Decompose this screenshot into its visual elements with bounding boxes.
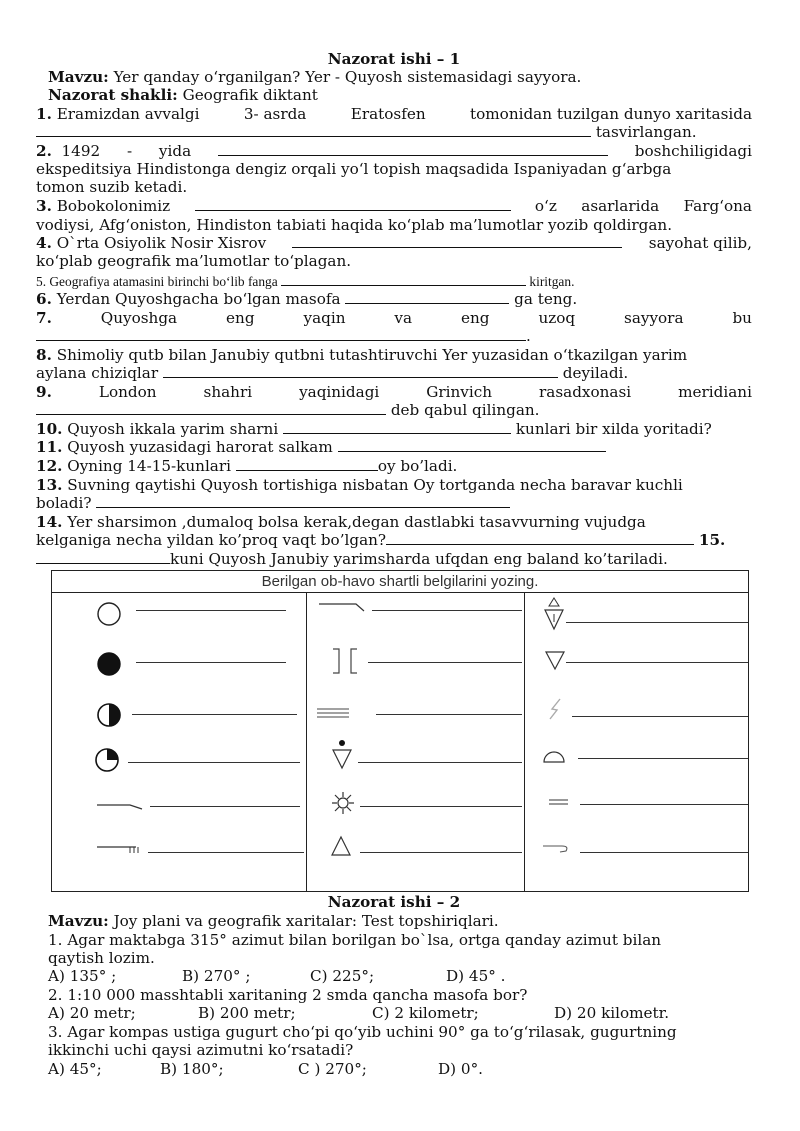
column-divider (524, 593, 525, 891)
fog-lines-icon (316, 707, 352, 719)
answer-field[interactable] (580, 837, 748, 867)
q12-line: 12. Oyning 14-15-kunlari oy bo’ladi. (36, 457, 458, 475)
option-a[interactable]: A) 45°; (48, 1060, 102, 1078)
option-b[interactable]: B) 200 metr; (198, 1004, 296, 1022)
q8-line1: 8. Shimoliy qutb bilan Janubiy qutbni tutashtiruvchi Yer yuzasidan o‘tkazilgan yarim (36, 346, 688, 364)
answer-field[interactable] (360, 837, 522, 867)
test1-title: Nazorat ishi – 1 (327, 50, 461, 68)
answer-field[interactable] (136, 647, 286, 677)
answer-blank[interactable] (163, 364, 558, 378)
form-label: Nazorat shakli: (48, 86, 178, 104)
q8-line2: aylana chiziqlar deyiladi. (36, 364, 629, 382)
answer-blank[interactable] (36, 401, 386, 415)
answer-blank[interactable] (236, 457, 378, 471)
answer-blank[interactable] (218, 142, 608, 156)
topic-label: Mavzu: (48, 68, 109, 86)
test2-topic: Mavzu: Joy plani va geografik xaritalar: Test topshiriqlari. (48, 912, 499, 930)
hail-triangle-icon (330, 835, 352, 857)
q4-line2: ko‘plab geografik ma’lumotlar to‘plagan. (36, 252, 352, 270)
light-wind-flag-icon (96, 797, 146, 813)
answer-field[interactable] (566, 607, 748, 637)
option-d[interactable]: D) 20 kilometr. (554, 1004, 670, 1022)
t2-q1-line2: qaytish lozim. (48, 949, 155, 967)
answer-blank[interactable] (195, 197, 511, 211)
drizzle-hook-icon (542, 841, 572, 855)
wind-direction-flag-icon (318, 601, 366, 617)
q9-line1: 9. London shahri yaqinidagi Grinvich rasadxonasi meridiani (36, 383, 752, 401)
q7-line1: 7. Quyoshga eng yaqin va eng uzoq sayyora bu (36, 309, 752, 327)
form-text: Geografik diktant (182, 86, 318, 104)
thunderstorm-zigzag-icon (546, 697, 564, 721)
t2-q3-line2: ikkinchi uchi qaysi azimutni ko‘rsatadi? (48, 1041, 354, 1059)
answer-field[interactable] (372, 595, 522, 625)
mist-double-line-icon (548, 797, 570, 807)
answer-blank[interactable] (283, 420, 511, 434)
q7-line2: . (36, 327, 752, 345)
q11-line: 11. Quyosh yuzasidagi harorat salkam (36, 438, 752, 456)
clear-sky-circle-icon (96, 601, 122, 627)
q1-line1: 1. Eramizdan avvalgi 3- asrda Eratosfen tomonidan tuzilgan dunyo xaritasida (36, 105, 752, 123)
table-header: Berilgan ob-havo shartli belgilarini yozing. (52, 571, 748, 593)
strong-wind-flag-icon (96, 841, 146, 859)
half-cloudy-circle-icon (96, 702, 122, 728)
q13-line2: boladi? (36, 494, 752, 512)
answer-field[interactable] (566, 647, 748, 677)
answer-blank[interactable] (36, 550, 170, 564)
option-c[interactable]: C ) 270°; (298, 1060, 367, 1078)
dew-dome-icon (542, 749, 566, 765)
answer-field[interactable] (128, 747, 300, 777)
answer-blank[interactable] (36, 327, 526, 341)
q2-line1: 2. 1492 - yida boshchiligidagi (36, 142, 752, 160)
q3-line2: vodiysi, Afg‘oniston, Hindiston tabiati haqida ko‘plab ma’lumotlar yozib qoldirgan. (36, 216, 673, 234)
q2-line3: tomon suzib ketadi. (36, 178, 188, 196)
test1-topic (48, 68, 764, 86)
q5-line: 5. Geografiya atamasini birinchi bo‘lib fanga kiritgan. (36, 274, 575, 289)
answer-field[interactable] (368, 647, 522, 677)
q14-line2: kelganiga necha yildan ko’proq vaqt bo’lgan? 15. (36, 531, 726, 549)
q1-line2: tasvirlangan. (36, 123, 752, 141)
answer-field[interactable] (150, 791, 300, 821)
option-a[interactable]: A) 135° ; (48, 967, 117, 985)
column-divider (306, 593, 307, 891)
answer-field[interactable] (148, 837, 304, 867)
answer-field[interactable] (132, 699, 297, 729)
option-b[interactable]: B) 270° ; (182, 967, 251, 985)
t2-q2-line1: 2. 1:10 000 masshtabli xaritaning 2 smda qancha masofa bor? (48, 986, 528, 1004)
q4-line1: 4. O`rta Osiyolik Nosir Xisrov sayohat qilib, (36, 234, 752, 252)
answer-field[interactable] (360, 791, 522, 821)
q10-line: 10. Quyosh ikkala yarim sharni kunlari bir xilda yoritadi? (36, 420, 712, 438)
q13-line1: 13. Suvning qaytishi Quyosh tortishiga nisbatan Oy tortganda necha baravar kuchli (36, 476, 683, 494)
overcast-filled-circle-icon (96, 651, 122, 677)
answer-blank[interactable] (345, 290, 509, 304)
option-d[interactable]: D) 45° . (446, 967, 506, 985)
answer-field[interactable] (358, 747, 522, 777)
option-c[interactable]: C) 225°; (310, 967, 375, 985)
q14-line1: 14. Yer sharsimon ,dumaloq bolsa kerak,degan dastlabki tasavvurning vujudga (36, 513, 646, 531)
snow-shower-triangle-icon (542, 597, 566, 631)
answer-blank[interactable] (386, 531, 694, 545)
answer-blank[interactable] (292, 234, 622, 248)
q9-line2: deb qabul qilingan. (36, 401, 752, 419)
weather-symbols-table (51, 570, 749, 892)
option-c[interactable]: C) 2 kilometr; (372, 1004, 479, 1022)
t2-q3-line1: 3. Agar kompas ustiga gugurt cho‘pi qo‘yib uchini 90° ga to‘g‘rilasak, gugurtning (48, 1023, 677, 1041)
answer-blank[interactable] (36, 123, 591, 137)
answer-blank[interactable] (96, 494, 510, 508)
q6-line: 6. Yerdan Quyoshgacha bo‘lgan masofa ga teng. (36, 290, 578, 308)
answer-field[interactable] (580, 789, 748, 819)
test1-form (48, 86, 764, 104)
test2-title: Nazorat ishi – 2 (327, 893, 461, 911)
rain-shower-triangle-icon (330, 739, 354, 771)
answer-blank[interactable] (281, 272, 526, 286)
option-b[interactable]: B) 180°; (160, 1060, 224, 1078)
q15-line: kuni Quyosh Janubiy yarimsharda ufqdan eng baland ko’tariladi. (36, 550, 752, 568)
option-d[interactable]: D) 0°. (438, 1060, 484, 1078)
haze-brackets-icon (330, 647, 360, 675)
q2-line2: ekspeditsiya Hindistonga dengiz orqali yo‘l topish maqsadida Ispaniyadan g‘arbga (36, 160, 672, 178)
q3-line1: 3. Bobokolonimiz o‘z asarlarida Farg‘ona (36, 197, 752, 215)
shower-triangle-icon (544, 649, 566, 671)
t2-q1-line1: 1. Agar maktabga 315° azimut bilan borilgan bo`lsa, ortga qanday azimut bilan (48, 931, 662, 949)
answer-field[interactable] (572, 701, 748, 731)
answer-field[interactable] (136, 595, 286, 625)
answer-field[interactable] (578, 743, 748, 773)
quarter-cloudy-circle-icon (94, 747, 120, 773)
topic-text: Yer qanday o‘rganilgan? Yer - Quyosh sistemasidagi sayyora. (113, 68, 582, 86)
option-a[interactable]: A) 20 metr; (48, 1004, 136, 1022)
answer-blank[interactable] (338, 438, 606, 452)
sun-star-icon (331, 791, 355, 815)
answer-field[interactable] (376, 699, 522, 729)
